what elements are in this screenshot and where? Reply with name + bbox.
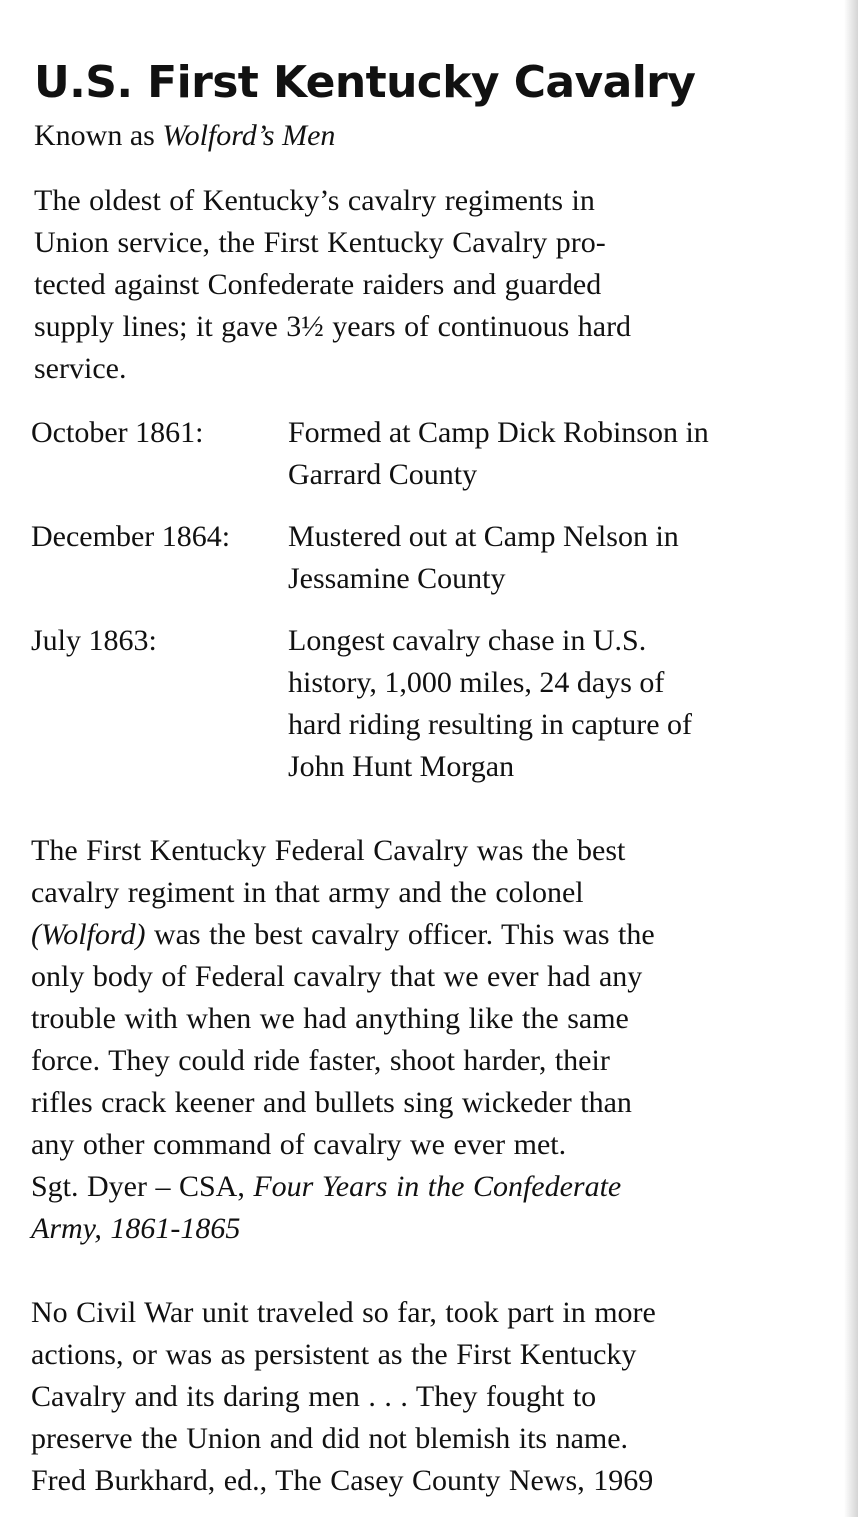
- intro-line: service.: [34, 352, 127, 385]
- quote-line: any other command of cavalry we ever met.: [31, 1128, 567, 1161]
- quote-line: Cavalry and its daring men . . . They fought to: [31, 1380, 597, 1413]
- quote-line: trouble with when we had anything like the same: [31, 1002, 629, 1035]
- timeline-line: Mustered out at Camp Nelson in: [288, 520, 679, 553]
- timeline: [31, 412, 831, 788]
- quote-line: cavalry regiment in that army and the colonel: [31, 876, 584, 909]
- subtitle-italic: Wolford’s Men: [162, 119, 336, 152]
- quote-line-rest: was the best cavalry officer. This was the: [145, 918, 655, 951]
- attribution-author: Sgt. Dyer – CSA,: [31, 1170, 254, 1203]
- quote-italic-name: (Wolford): [31, 918, 146, 951]
- timeline-date: October 1861:: [31, 416, 204, 449]
- intro-line: tected against Confederate raiders and guarded: [34, 268, 602, 301]
- timeline-entry: [31, 620, 831, 788]
- burkhard-quote: [31, 1292, 821, 1502]
- timeline-line: John Hunt Morgan: [288, 750, 515, 783]
- timeline-entry: [31, 412, 831, 516]
- quote-attribution: Fred Burkhard, ed., The Casey County News, 1969: [31, 1464, 654, 1497]
- timeline-line: Garrard County: [288, 458, 478, 491]
- intro-line: supply lines; it gave 3½ years of continuous hard: [34, 310, 632, 343]
- quote-line: [31, 914, 821, 956]
- quote-line: The First Kentucky Federal Cavalry was the best: [31, 834, 626, 867]
- page-subtitle: [34, 114, 335, 158]
- timeline-line: history, 1,000 miles, 24 days of: [288, 666, 665, 699]
- timeline-date: July 1863:: [31, 624, 157, 657]
- attribution-book-title: Four Years in the Confederate: [253, 1170, 622, 1203]
- timeline-date: December 1864:: [31, 520, 231, 553]
- dyer-quote: [31, 830, 821, 1250]
- subtitle-prefix: Known as: [34, 119, 155, 152]
- intro-line: The oldest of Kentucky’s cavalry regiments in: [34, 184, 595, 217]
- quote-line: only body of Federal cavalry that we ever had any: [31, 960, 643, 993]
- timeline-line: Longest cavalry chase in U.S.: [288, 624, 647, 657]
- timeline-entry: [31, 516, 831, 620]
- timeline-description: [288, 620, 831, 788]
- quote-line: No Civil War unit traveled so far, took part in more: [31, 1296, 656, 1329]
- page-title: U.S. First Kentucky Cavalry: [34, 57, 696, 108]
- intro-paragraph: [34, 180, 824, 390]
- quote-line: force. They could ride faster, shoot harder, their: [31, 1044, 610, 1077]
- quote-line: rifles crack keener and bullets sing wickeder than: [31, 1086, 632, 1119]
- timeline-line: hard riding resulting in capture of: [288, 708, 693, 741]
- timeline-line: Jessamine County: [288, 562, 506, 595]
- timeline-description: [288, 412, 831, 496]
- timeline-line: Formed at Camp Dick Robinson in: [288, 416, 709, 449]
- timeline-description: [288, 516, 831, 600]
- intro-line: Union service, the First Kentucky Cavalry pro-: [34, 226, 606, 259]
- quote-line: preserve the Union and did not blemish its name.: [31, 1422, 629, 1455]
- page-edge-shadow: [844, 0, 858, 1517]
- quote-line: actions, or was as persistent as the First Kentucky: [31, 1338, 637, 1371]
- quote-attribution: [31, 1166, 821, 1208]
- attribution-book-title-cont: Army, 1861-1865: [31, 1212, 241, 1245]
